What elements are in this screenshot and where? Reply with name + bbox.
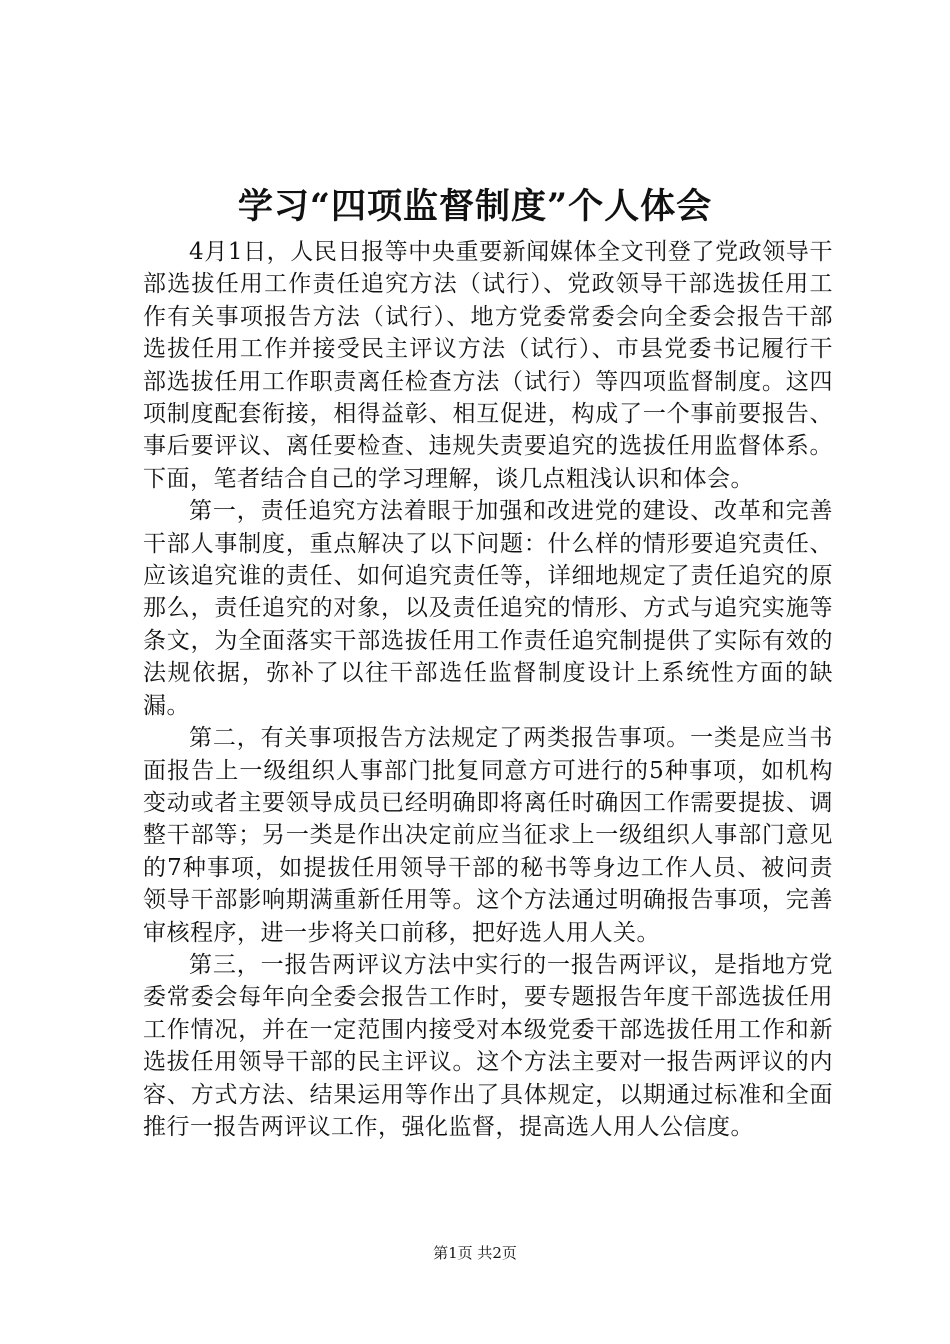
paragraph-first: 第一，责任追究方法着眼于加强和改进党的建设、改革和完善干部人事制度，重点解决了以下问题：什么样的情形要追究责任、应该追究谁的责任、如何追究责任等，详细地规定了责任追究的原那么，责任追究的对象，以及责任追究的情形、方式与追究实施等条文，为全面落实干部选拔任用工作责任追究制提供了实际有效的法规依据，弥补了以往干部选任监督制度设计上系统性方面的缺漏。 <box>143 498 833 719</box>
document-body <box>143 236 833 1143</box>
page-number-footer: 第1页 共2页 <box>433 1244 517 1262</box>
document-title: 学习“四项监督制度”个人体会 <box>237 186 713 227</box>
paragraph-intro: 4月1日，人民日报等中央重要新闻媒体全文刊登了党政领导干部选拔任用工作责任追究方法（试行）、党政领导干部选拔任用工作有关事项报告方法（试行）、地方党委常委会向全委会报告干部选拔任用工作并接受民主评议方法（试行）、市县党委书记履行干部选拔任用工作职责离任检查方法（试行）等四项监督制度。这四项制度配套衔接，相得益彰、相互促进，构成了一个事前要报告、事后要评议、离任要检查、违规失责要追究的选拔任用监督体系。下面，笔者结合自己的学习理解，谈几点粗浅认识和体会。 <box>143 239 833 492</box>
paragraph-third: 第三，一报告两评议方法中实行的一报告两评议，是指地方党委常委会每年向全委会报告工作时，要专题报告年度干部选拔任用工作情况，并在一定范围内接受对本级党委干部选拔任用工作和新选拔任用领导干部的民主评议。这个方法主要对一报告两评议的内容、方式方法、结果运用等作出了具体规定，以期通过标准和全面推行一报告两评议工作，强化监督，提高选人用人公信度。 <box>143 951 833 1140</box>
paragraph-second: 第二，有关事项报告方法规定了两类报告事项。一类是应当书面报告上一级组织人事部门批复同意方可进行的5种事项，如机构变动或者主要领导成员已经明确即将离任时确因工作需要提拔、调整干部等；另一类是作出决定前应当征求上一级组织人事部门意见的7种事项，如提拔任用领导干部的秘书等身边工作人员、被问责领导干部影响期满重新任用等。这个方法通过明确报告事项，完善审核程序，进一步将关口前移，把好选人用人关。 <box>143 725 833 946</box>
